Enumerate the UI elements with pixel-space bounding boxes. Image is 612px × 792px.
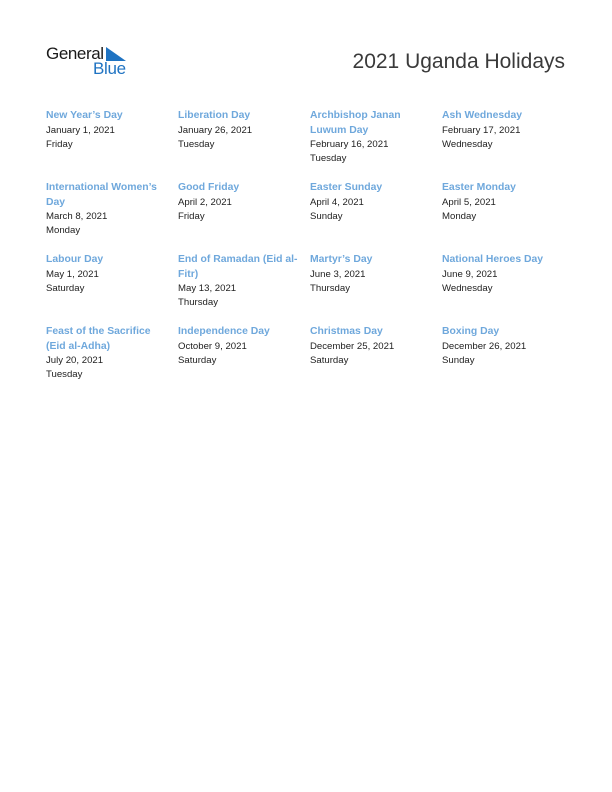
page-title: 2021 Uganda Holidays (352, 50, 565, 73)
holiday-weekday: Tuesday (46, 369, 83, 380)
holiday-entry (442, 325, 576, 397)
holiday-name: End of Ramadan (Eid al-Fitr) (178, 254, 298, 280)
holiday-date: July 20, 2021 (46, 355, 104, 366)
holiday-entry (442, 109, 576, 181)
holiday-name: National Heroes Day (442, 254, 544, 265)
holiday-weekday: Friday (46, 138, 73, 150)
holiday-entry (310, 325, 442, 397)
holiday-date: April 2, 2021 (178, 196, 232, 208)
holiday-date: April 5, 2021 (442, 196, 496, 208)
holiday-date: December 26, 2021 (442, 340, 527, 352)
holiday-weekday: Saturday (178, 354, 217, 366)
holiday-date: December 25, 2021 (310, 340, 395, 352)
holiday-date: January 26, 2021 (178, 124, 253, 136)
holiday-entry (178, 325, 310, 397)
holiday-date: February 17, 2021 (442, 124, 521, 136)
holiday-name: Independence Day (178, 326, 270, 337)
holiday-entry (310, 253, 442, 325)
holiday-weekday: Wednesday (442, 138, 493, 150)
holiday-weekday: Saturday (46, 282, 85, 294)
holiday-entry (46, 181, 178, 253)
holiday-weekday: Saturday (310, 354, 349, 366)
holiday-name: Archbishop Janan Luwum Day (310, 110, 401, 136)
holiday-weekday: Monday (442, 210, 477, 222)
holiday-date: May 1, 2021 (46, 268, 99, 280)
holiday-entry (46, 325, 178, 397)
holiday-name: Feast of the Sacrifice (Eid al-Adha) (46, 326, 151, 352)
holiday-name: Boxing Day (442, 326, 500, 337)
holiday-name: Easter Sunday (310, 182, 383, 193)
holiday-weekday: Thursday (310, 282, 350, 294)
holiday-weekday: Wednesday (442, 282, 493, 294)
holiday-weekday: Friday (178, 210, 205, 222)
holiday-name: Good Friday (178, 182, 240, 193)
holiday-entry (46, 253, 178, 325)
holiday-entry (178, 181, 310, 253)
logo-word-general: General (46, 44, 104, 63)
holiday-grid (46, 109, 576, 397)
holiday-weekday: Sunday (442, 354, 475, 366)
logo (46, 44, 136, 80)
holiday-name: Martyr’s Day (310, 254, 373, 265)
holiday-date: June 3, 2021 (310, 268, 366, 280)
holiday-entry (178, 109, 310, 181)
logo-word-blue: Blue (93, 59, 126, 78)
holiday-name: Labour Day (46, 254, 104, 265)
holiday-weekday: Tuesday (178, 138, 215, 150)
holiday-name: Christmas Day (310, 326, 383, 337)
holiday-date: March 8, 2021 (46, 211, 108, 222)
holiday-name: New Year’s Day (46, 110, 123, 121)
holiday-date: February 16, 2021 (310, 139, 389, 150)
holiday-entry (442, 181, 576, 253)
holiday-entry (178, 253, 310, 325)
holiday-date: April 4, 2021 (310, 196, 364, 208)
holiday-weekday: Thursday (178, 297, 218, 308)
holiday-weekday: Sunday (310, 210, 343, 222)
holiday-date: June 9, 2021 (442, 268, 498, 280)
holiday-entry (310, 109, 442, 181)
holiday-date: October 9, 2021 (178, 340, 247, 352)
holiday-weekday: Monday (46, 225, 81, 236)
holiday-name: Ash Wednesday (442, 110, 523, 121)
holiday-name: Easter Monday (442, 182, 516, 193)
holiday-name: Liberation Day (178, 110, 251, 121)
holiday-date: May 13, 2021 (178, 283, 237, 294)
holiday-weekday: Tuesday (310, 153, 347, 164)
holiday-name: International Women’s Day (46, 182, 157, 208)
holiday-entry (442, 253, 576, 325)
holiday-date: January 1, 2021 (46, 124, 115, 136)
holiday-entry (46, 109, 178, 181)
holiday-entry (310, 181, 442, 253)
